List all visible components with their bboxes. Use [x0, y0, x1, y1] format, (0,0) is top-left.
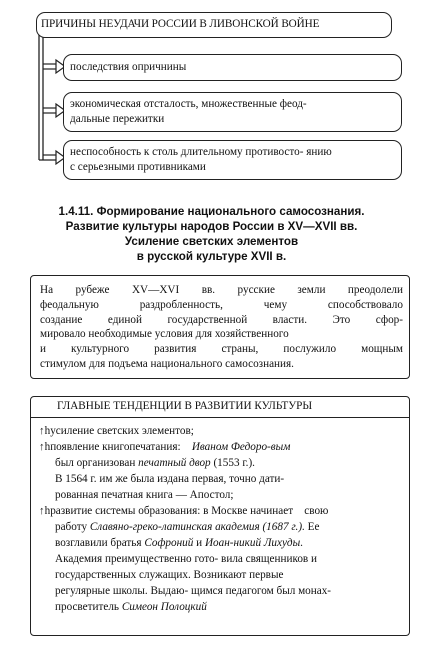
trends-title-bar [31, 397, 409, 418]
intro-line: На рубеже XV—XVI вв. русские земли преодолели [40, 284, 403, 296]
intro-box [30, 275, 410, 379]
trend-line: регулярные школы. Выдаю- щимся педагогом был монах- [55, 585, 332, 597]
trend-line [55, 456, 255, 470]
reason-text: дальные пережитки [70, 113, 165, 125]
reasons-title-box [36, 12, 392, 38]
trend-line [39, 504, 328, 518]
trends-title: ГЛАВНЫЕ ТЕНДЕНЦИИ В РАЗВИТИИ КУЛЬТУРЫ [57, 400, 313, 412]
trend-line [55, 520, 319, 534]
trend-text-italic: Иваном Федоро-вым [191, 441, 291, 453]
section-heading-line: Усиление светских элементов [124, 235, 299, 248]
intro-line: мировало необходимые условия для хозяйственного [40, 328, 289, 341]
trend-text-italic: Софроний [144, 537, 194, 549]
section-heading-line: Развитие культуры народов России в XV—XVII вв. [65, 220, 358, 233]
trend-line: рованная печатная книга — Апостол; [55, 489, 234, 501]
trend-text-italic: Иоан-никий Лихуды [204, 537, 301, 549]
intro-line: феодальную раздробленность, чему способствовало [40, 298, 403, 311]
trend-line [55, 536, 303, 550]
reason-box-3 [63, 140, 402, 180]
trend-text: Ее [304, 521, 320, 533]
reason-text: неспособность к столь длительному противосто- янию [70, 146, 332, 158]
reasons-title: ПРИЧИНЫ НЕУДАЧИ РОССИИ В ЛИВОНСКОЙ ВОЙНЕ [41, 18, 320, 30]
trend-line [55, 600, 207, 614]
trend-text: . [300, 537, 303, 549]
reason-text: экономическая отсталость, множественные феод- [70, 98, 307, 110]
intro-line: создание единой государственной власти. Это сфор- [40, 313, 403, 326]
trend-line: Академия преимущественно гото- вила священников и [55, 553, 317, 565]
trend-text-italic: Симеон Полоцкий [121, 601, 207, 613]
intro-paragraph [40, 283, 403, 372]
trend-text: просветитель [55, 601, 122, 613]
section-heading-line: 1.4.11. Формирование национального самосознания. [58, 205, 365, 218]
section-heading-line: в русской культуре XVII в. [136, 250, 287, 263]
trend-text: возглавили братья [55, 537, 145, 549]
trend-text: ↑hразвитие системы образования: в Москве начинает [39, 505, 294, 517]
trends-box [30, 396, 410, 636]
trend-text: был организован [55, 457, 139, 469]
trend-line [39, 440, 290, 454]
trend-text: и [193, 537, 205, 549]
trend-line: государственных служащих. Возникают первые [55, 569, 284, 581]
intro-line: и культурного развития страны, послужило мощным [40, 343, 403, 356]
reason-text: с серьезными противниками [70, 161, 206, 173]
trend-line: В 1564 г. им же была издана первая, точно дати- [55, 473, 285, 485]
trend-text: ↑hпоявление книгопечатания: [39, 441, 181, 453]
trend-text-italic: Славяно-греко-латинская академия (1687 г.). [89, 521, 305, 533]
reason-box-1 [63, 54, 402, 81]
trend-text-italic: печатный двор [138, 457, 211, 469]
reason-text: последствия опричнины [70, 61, 187, 73]
reason-box-2 [63, 92, 402, 132]
trend-text: работу [55, 521, 90, 533]
trend-line: ↑hусиление светских элементов; [39, 425, 194, 437]
trend-text: свою [304, 505, 329, 517]
trend-text: (1553 г.). [210, 457, 255, 469]
intro-line: стимулом для подъема национального самосознания. [40, 357, 294, 370]
